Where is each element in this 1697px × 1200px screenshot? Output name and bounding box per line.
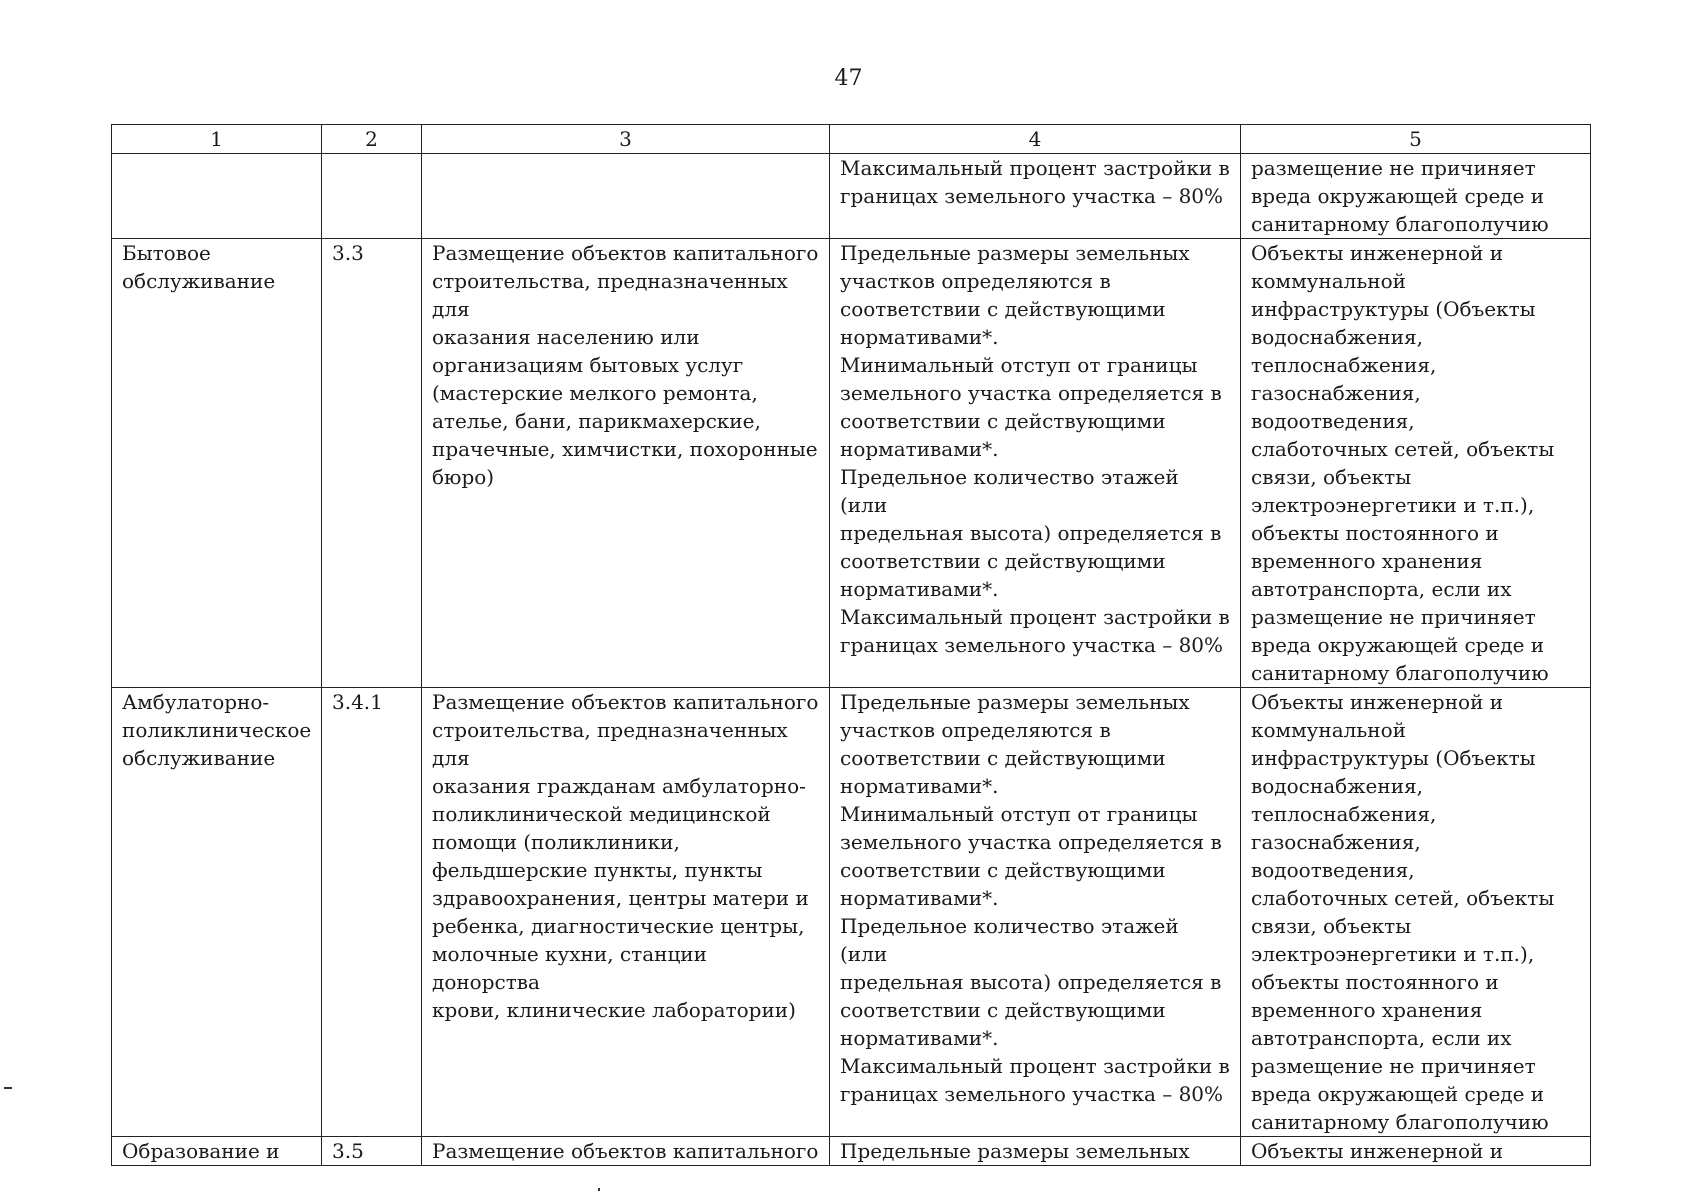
column-header: 5 bbox=[1241, 125, 1591, 154]
table-cell-description: Размещение объектов капитального строительства, предназначенных для оказания населению или организациям бытовых услуг (мастерские мелкого ремонта, ателье, бани, парикмахерские, прачечные, химчистки, похоронные бюро) bbox=[422, 239, 830, 688]
page-number: 47 bbox=[834, 66, 863, 91]
table-cell-parameters: Предельные размеры земельных участков определяются в соответствии с действующими нормативами*. Минимальный отступ от границы земельного участка определяется в соответствии с действующими нормативами*. Предельное количество этажей (или предельная высота) определяется в соответствии с действующими нормативами*. Максимальный процент застройки в границах земельного участка – 80% bbox=[830, 239, 1241, 688]
table-row bbox=[112, 1137, 1591, 1166]
table-header-row bbox=[112, 125, 1591, 154]
table-cell-parameters: Предельные размеры земельных участков определяются в соответствии с действующими нормативами*. Минимальный отступ от границы земельного участка определяется в соответствии с действующими нормативами*. Предельное количество этажей (или предельная высота) определяется в соответствии с действующими нормативами*. Максимальный процент застройки в границах земельного участка – 80% bbox=[830, 688, 1241, 1137]
table-cell-auxiliary: Объекты инженерной и коммунальной инфраструктуры (Объекты водоснабжения, теплоснабжения, газоснабжения, водоотведения, слаботочных сетей, объекты связи, объекты электроэнергетики и т.п.), объекты постоянного и временного хранения автотранспорта, если их размещение не причиняет вреда окружающей среде и санитарному благополучию bbox=[1241, 688, 1591, 1137]
scan-dot bbox=[598, 1188, 600, 1191]
column-header: 2 bbox=[322, 125, 422, 154]
table-cell-description: Размещение объектов капитального строительства, предназначенных для оказания гражданам амбулаторно- поликлинической медицинской помощи (поликлиники, фельдшерские пункты, пункты здравоохранения, центры матери и ребенка, диагностические центры, молочные кухни, станции донорства крови, клинические лаборатории) bbox=[422, 688, 830, 1137]
margin-mark bbox=[4, 1087, 12, 1089]
table-cell-description: Размещение объектов капитального bbox=[422, 1137, 830, 1166]
table-cell-code: 3.5 bbox=[322, 1137, 422, 1166]
table-row bbox=[112, 688, 1591, 1137]
table-cell-name: Образование и bbox=[112, 1137, 322, 1166]
table-cell-code bbox=[322, 154, 422, 239]
table-cell-description bbox=[422, 154, 830, 239]
column-header: 3 bbox=[422, 125, 830, 154]
table-cell-name bbox=[112, 154, 322, 239]
table-cell-code: 3.4.1 bbox=[322, 688, 422, 1137]
table-cell-code: 3.3 bbox=[322, 239, 422, 688]
table-cell-parameters: Предельные размеры земельных bbox=[830, 1137, 1241, 1166]
table-cell-parameters: Максимальный процент застройки в границах земельного участка – 80% bbox=[830, 154, 1241, 239]
land-use-table bbox=[111, 124, 1591, 1166]
column-header: 1 bbox=[112, 125, 322, 154]
table-row bbox=[112, 239, 1591, 688]
table-cell-auxiliary: размещение не причиняет вреда окружающей среде и санитарному благополучию bbox=[1241, 154, 1591, 239]
table-cell-name: Амбулаторно- поликлиническое обслуживание bbox=[112, 688, 322, 1137]
table-cell-auxiliary: Объекты инженерной и bbox=[1241, 1137, 1591, 1166]
column-header: 4 bbox=[830, 125, 1241, 154]
table-cell-name: Бытовое обслуживание bbox=[112, 239, 322, 688]
table-row bbox=[112, 154, 1591, 239]
table-cell-auxiliary: Объекты инженерной и коммунальной инфраструктуры (Объекты водоснабжения, теплоснабжения, газоснабжения, водоотведения, слаботочных сетей, объекты связи, объекты электроэнергетики и т.п.), объекты постоянного и временного хранения автотранспорта, если их размещение не причиняет вреда окружающей среде и санитарному благополучию bbox=[1241, 239, 1591, 688]
